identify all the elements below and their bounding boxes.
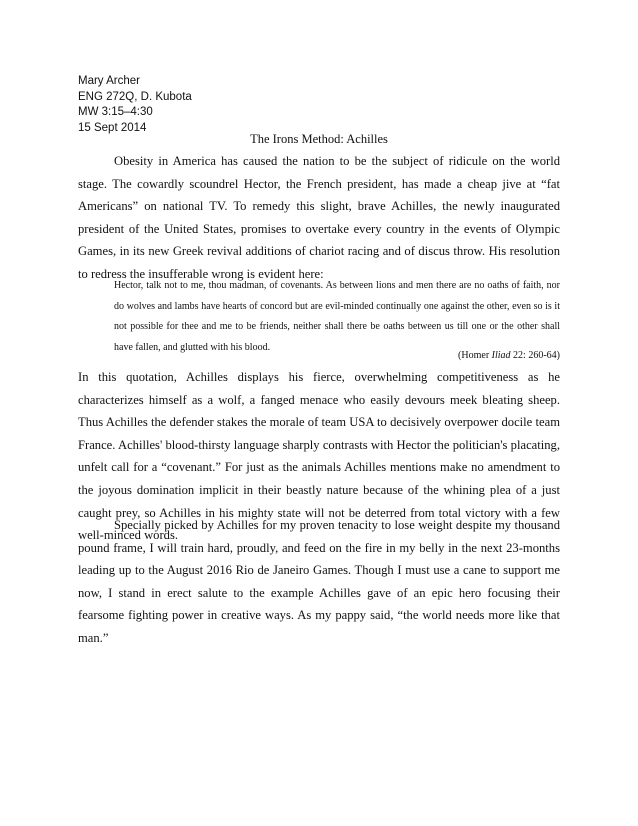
- citation-work: Iliad: [491, 350, 511, 361]
- citation-prefix: (Homer: [458, 350, 492, 361]
- quote-citation: [458, 350, 560, 361]
- block-quote: Hector, talk not to me, thou madman, of covenants. As between lions and men there are no oaths of faith, nor do wolves and lambs have hearts of concord but are evil-minded continually one against the other, even so is it not possible for thee and me to be friends, neither shall there be oaths between us till one or the other shall have fallen, and glutted with his blood.: [114, 280, 560, 353]
- class-schedule: MW 3:15–4:30: [78, 106, 153, 118]
- document-date: 15 Sept 2014: [78, 121, 147, 134]
- paragraph-conclusion: Specially picked by Achilles for my proven tenacity to lose weight despite my thousand pound frame, I will train hard, proudly, and feed on the fire in my belly in the next 23-months leading up to the August 2016 Rio de Janeiro Games. Though I must use a cane to support me now, I stand in erect salute to the example Achilles gave of an epic hero focusing their fearsome fighting power in creative ways. As my pappy said, “the world needs more like that man.”: [78, 518, 560, 645]
- citation-suffix: 22: 260-64): [510, 350, 560, 361]
- document-title: The Irons Method: Achilles: [250, 132, 388, 146]
- course-info: ENG 272Q, D. Kubota: [78, 90, 192, 103]
- document-header: [78, 74, 192, 136]
- paragraph-analysis: In this quotation, Achilles displays his fierce, overwhelming competitiveness as he characterizes himself as a wolf, a fanged menace who easily devours meek bleating sheep. Thus Achilles the defender stakes the morale of team USA to decisively overpower docile team France. Achilles' blood-thirsty language sharply contrasts with Hector the politician's placating, unfelt call for a “covenant.” For just as the animals Achilles mentions make no amendment to the joyous domination implicit in their beastly nature because of the whining plea of a just caught prey, so Achilles in his mighty state will not be deterred from total victory with a few well-minced words.: [78, 370, 560, 543]
- paragraph-intro: Obesity in America has caused the nation to be the subject of ridicule on the world stage. The cowardly scoundrel Hector, the French president, has made a cheap jive at “fat Americans” on national TV. To remedy this slight, brave Achilles, the newly inaugurated president of the United States, promises to overtake every country in the events of Olympic Games, in its new Greek revival additions of chariot racing and of discus throw. His resolution to redress the insufferable wrong is evident here:: [78, 154, 560, 281]
- author-name: Mary Archer: [78, 75, 140, 87]
